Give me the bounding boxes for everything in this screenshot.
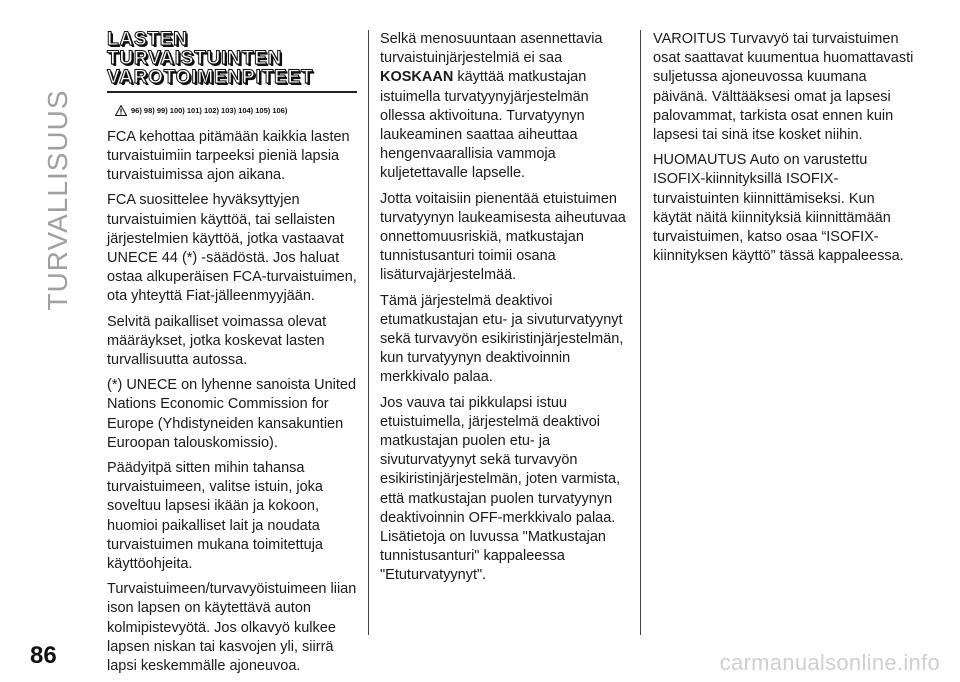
warning-reference-numbers: 96) 98) 99) 100) 101) 102) 103) 104) 105) 106) [131, 105, 288, 115]
heading-line-2: TURVAISTUINTEN [107, 48, 283, 69]
paragraph: Jotta voitaisiin pienentää etuistuimen turvatyynyn laukeamisesta aiheutuvaa onnettomuusriskiä, matkustajan tunnistusanturi toimii osana lisäturvajärjestelmää. [380, 190, 626, 284]
paragraph: Selvitä paikalliset voimassa olevat määräykset, jotka koskevat lasten turvallisuutta autossa. [107, 313, 327, 368]
paragraph: Tämä järjestelmä deaktivoi etumatkustajan etu- ja sivuturvatyynyt sekä turvavyön esikiristinjärjestelmän, kun turvatyynyn deaktivoinnin merkkivalo palaa. [380, 292, 624, 386]
heading-line-1: LASTEN [107, 29, 188, 50]
paragraph: Päädyitpä sitten mihin tahansa turvaistuimeen, valitse istuin, joka soveltuu lapsesi ikään ja kokoon, huomioi paikalliset lait ja noudata turvaistuimen mukana toimitettuja käyttöohjeita. [107, 459, 323, 572]
text-run: Selkä menosuuntaan asennettavia turvaistuinjärjestelmiä ei saa [380, 31, 603, 67]
column-2 [380, 30, 636, 592]
side-section-label-text: TURVALLISUUS [42, 89, 73, 311]
warning-paragraph: VAROITUS Turvavyö tai turvaistuimen osat saattavat kuumentua huomattavasti suljetussa ajoneuvossa kuumana päivänä. Välttääksesi omat ja lapsesi palovammat, tarkista osat ennen kuin lapsesi tai sinä itse kosket niihin. [653, 31, 914, 144]
paragraph-koskaan [380, 30, 636, 184]
side-section-label [28, 30, 88, 370]
note-paragraph: HUOMAUTUS Auto on varustettu ISOFIX-kiinnityksillä ISOFIX-turvaistuinten kiinnittämiseksi. Kun käytät näitä kiinnityksiä kiinnittämään turvaistuimen, katso osaa “ISOFIX-kiinnityksen käyttö” tässä kappaleessa. [653, 152, 904, 265]
heading-rule [107, 91, 357, 93]
text-run: käyttää matkustajan istuimella turvatyynyjärjestelmän ollessa aktivoituna. Turvatyynyn laukeaminen saattaa aiheuttaa hengenvaarallisia vammoja kuljetettavalle lapselle. [380, 69, 589, 182]
column-1 [107, 30, 359, 682]
page-number: 86 [30, 642, 57, 669]
heading-line-3: VAROTOIMENPITEET [107, 67, 314, 88]
paragraph: (*) UNECE on lyhenne sanoista United Nations Economic Commission for Europe (Yhdistyneiden kansakuntien Euroopan talouskomissio). [107, 377, 357, 451]
paragraph: Turvaistuimeen/turvavyöistuimeen liian ison lapsen on käytettävä auton kolmipistevyötä. Jos olkavyö kulkee lapsen niskan tai kasvojen yli, siirrä lapsi keskemmälle ajoneuvoa. [107, 581, 357, 674]
paragraph: FCA kehottaa pitämään kaikkia lasten turvaistuimiin tarpeeksi pieniä lapsia turvaistuimissa ajon aikana. [107, 128, 350, 184]
paragraph: FCA suosittelee hyväksyttyjen turvaistuimien käyttöä, tai sellaisten järjestelmien käyttöä, jotka vastaavat UNECE 44 (*) -säädöstä. Jos haluat ostaa alkuperäisen FCA-turvaistuimen, ota yhteyttä Fiat-jälleenmyyjään. [107, 192, 357, 305]
section-heading [107, 30, 359, 87]
column-divider [640, 30, 641, 635]
column-divider [368, 30, 369, 635]
warning-references [115, 101, 359, 120]
warning-triangle-icon [115, 105, 127, 116]
column-3 [653, 30, 915, 272]
emphasis-koskaan: KOSKAAN [380, 69, 454, 86]
paragraph: Jos vauva tai pikkulapsi istuu etuistuimella, järjestelmä deaktivoi matkustajan puolen etu- ja sivuturvatyynyt sekä turvavyön esikiristinjärjestelmän, joten varmista, että matkustajan puolen turvatyynyn deaktivoinnin OFF-merkkivalo palaa. Lisätietoja on luvussa "Matkustajan tunnistusanturi" kappaleessa "Etuturvatyynyt". [380, 394, 621, 584]
watermark: carmanualsonline.info [719, 650, 940, 675]
